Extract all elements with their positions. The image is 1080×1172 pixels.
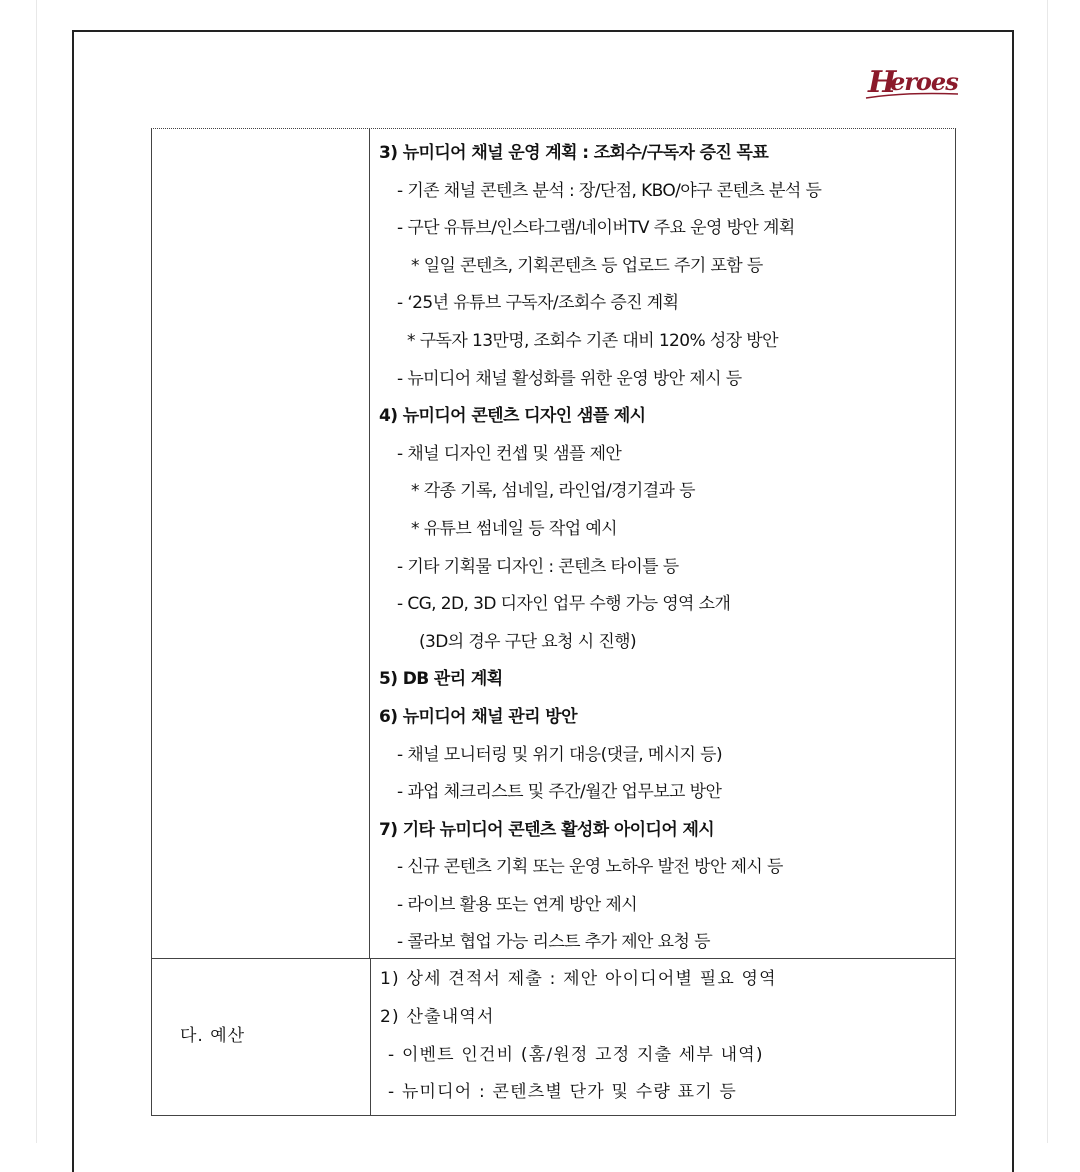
table-row-content: [151, 128, 956, 959]
document-page: [72, 30, 1014, 1172]
budget-lines: [380, 961, 950, 1112]
text-line: - 채널 모니터링 및 위기 대응(댓글, 메시지 등): [397, 744, 723, 765]
text-line: - 뉴미디어 : 콘텐츠별 단가 및 수량 표기 등: [388, 1082, 738, 1103]
text-line: (3D의 경우 구단 요청 시 진행): [419, 631, 637, 652]
text-line: - ‘25년 유튜브 구독자/조회수 증진 계획: [397, 293, 679, 314]
section-heading: 4) 뉴미디어 콘텐츠 디자인 샘플 제시: [379, 406, 646, 427]
text-line: - 기타 기획물 디자인 : 콘텐츠 타이틀 등: [397, 556, 679, 577]
text-line: - 과업 체크리스트 및 주간/월간 업무보고 방안: [397, 782, 722, 803]
text-line: - 라이브 활용 또는 연계 방안 제시: [397, 894, 638, 915]
text-line: - 신규 콘텐츠 기획 또는 운영 노하우 발전 방안 제시 등: [397, 857, 783, 878]
section-heading: 5) DB 관리 계획: [379, 669, 503, 690]
text-line: * 유튜브 썸네일 등 작업 예시: [411, 518, 617, 539]
text-line: 1) 상세 견적서 제출 : 제안 아이디어별 필요 영역: [380, 969, 777, 989]
text-line: * 각종 기록, 섬네일, 라인업/경기결과 등: [411, 481, 695, 502]
section-heading: 7) 기타 뉴미디어 콘텐츠 활성화 아이디어 제시: [379, 819, 715, 840]
text-line: * 구독자 13만명, 조회수 기존 대비 120% 성장 방안: [407, 330, 778, 351]
viewer-right-margin: [1047, 0, 1080, 1143]
text-line: - 콜라보 협업 가능 리스트 추가 제안 요청 등: [397, 932, 710, 953]
content-lines: [379, 135, 949, 962]
svg-text:eroes: eroes: [890, 67, 958, 96]
text-line: - 이벤트 인건비 (홈/원정 고정 지출 세부 내역): [388, 1044, 764, 1065]
heroes-logo: [864, 56, 964, 106]
table-row-budget: [151, 958, 956, 1116]
svg-text:H: H: [868, 65, 896, 100]
text-line: 2) 산출내역서: [380, 1006, 495, 1027]
budget-label: 다. 예산: [180, 1026, 246, 1046]
text-line: * 일일 콘텐츠, 기획콘텐츠 등 업로드 주기 포함 등: [411, 255, 763, 276]
text-line: - 기존 채널 콘텐츠 분석 : 장/단점, KBO/야구 콘텐츠 분석 등: [397, 180, 822, 201]
text-line: - 채널 디자인 컨셉 및 샘플 제안: [397, 443, 622, 464]
viewer-left-margin: [0, 0, 37, 1143]
section-heading: 3) 뉴미디어 채널 운영 계획 : 조회수/구독자 증진 목표: [379, 143, 769, 163]
text-line: - 뉴미디어 채널 활성화를 위한 운영 방안 제시 등: [397, 368, 742, 389]
text-line: - CG, 2D, 3D 디자인 업무 수행 가능 영역 소개: [397, 594, 731, 615]
text-line: - 구단 유튜브/인스타그램/네이버TV 주요 운영 방안 계획: [397, 218, 795, 239]
section-heading: 6) 뉴미디어 채널 관리 방안: [379, 706, 577, 727]
content-table: [151, 128, 956, 1118]
